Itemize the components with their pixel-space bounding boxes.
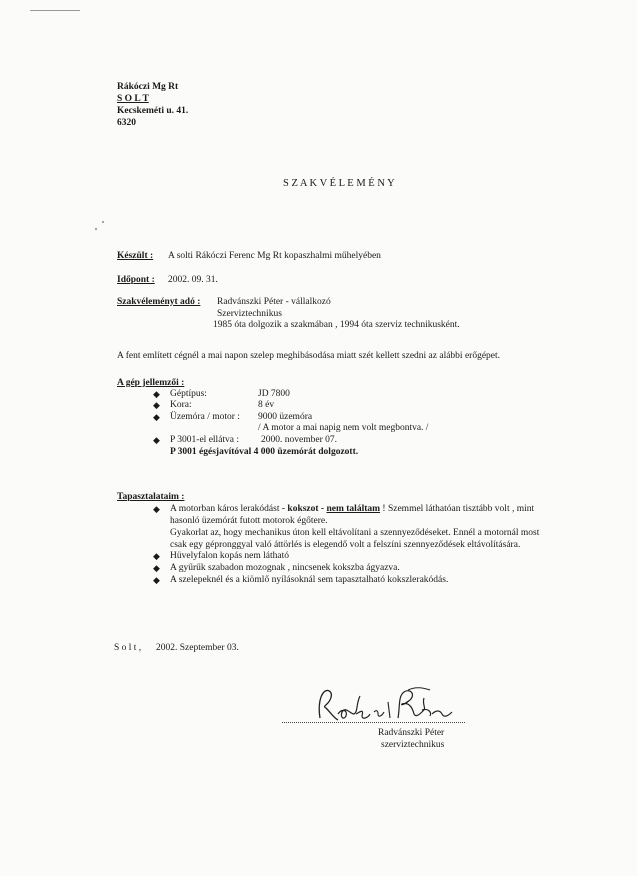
- bullet-icon: ◆: [153, 551, 160, 561]
- p3001-value: 2000. november 07.: [261, 435, 337, 445]
- keszult-value: A solti Rákóczi Ferenc Mg Rt kopaszhalmi műhelyében: [168, 251, 381, 261]
- uzemora-note: / A motor a mai napig nem volt megbontva. /: [258, 423, 429, 433]
- signature-role: szerviztechnikus: [381, 740, 445, 750]
- uzemora-value: 9000 üzemóra: [258, 412, 313, 422]
- kora-label: Kora:: [170, 400, 192, 410]
- sender-street: Kecskeméti u. 41.: [117, 106, 189, 116]
- finding-1-line-3: Gyakorlat az, hogy mechanikus úton kell eltávolítani a szennyeződéseket. Ennél a motornál most: [170, 528, 540, 538]
- finding-1-text: A motorban káros lerakódást: [170, 504, 282, 514]
- finding-1-line-4: csak egy gépronggyal való áttörlés is elegendő volt a felszíni szennyeződések eltávolítására.: [170, 540, 521, 550]
- bullet-icon: ◆: [153, 400, 160, 410]
- finding-1-emphasis-1: - kokszot -: [281, 504, 325, 514]
- kora-value: 8 év: [258, 400, 275, 410]
- signature-name: Radvánszki Péter: [378, 728, 445, 738]
- keszult-label: Készült :: [117, 251, 154, 261]
- findings-heading: Tapasztalataim :: [117, 492, 185, 502]
- bullet-icon: ◆: [153, 575, 160, 585]
- signature-line: [282, 722, 465, 723]
- date: 2002. Szeptember 03.: [156, 643, 239, 653]
- bullet-icon: ◆: [153, 389, 160, 399]
- uzemora-label: Üzemóra / motor :: [170, 412, 240, 422]
- document-title: S Z A K V É L E M É N Y: [283, 178, 395, 189]
- scan-speck: [95, 228, 97, 230]
- ado-line2: Szerviztechnikus: [217, 309, 282, 319]
- finding-1-text-end: ! Szemmel láthatóan tisztább volt , mint: [380, 504, 535, 514]
- ado-label: Szakvéleményt adó :: [117, 297, 201, 307]
- finding-3: A gyűrűk szabadon mozognak , nincsenek kokszba ágyazva.: [170, 563, 400, 573]
- machine-heading: A gép jellemzői :: [117, 378, 185, 388]
- idopont-label: Időpont :: [117, 275, 155, 285]
- p3001-summary: P 3001 égésjavítóval 4 000 üzemórát dolgozott.: [170, 447, 359, 457]
- finding-4: A szelepeknél és a kiömlő nyílásoknál sem tapasztalható kokszlerakódás.: [170, 575, 449, 585]
- scan-speck: [102, 221, 104, 223]
- ado-line3: 1985 óta dolgozik a szakmában , 1994 óta szerviz technikusként.: [213, 320, 460, 330]
- bullet-icon: ◆: [153, 412, 160, 422]
- ado-line1: Radvánszki Péter - vállalkozó: [217, 297, 331, 307]
- top-rule: [30, 10, 80, 11]
- sender-company: Rákóczi Mg Rt: [117, 82, 179, 92]
- bullet-icon: ◆: [153, 563, 160, 573]
- sender-city: S O L T: [117, 94, 149, 104]
- bullet-icon: ◆: [153, 504, 160, 514]
- geptipus-value: JD 7800: [258, 389, 290, 399]
- finding-1-emphasis-2: nem találtam: [326, 504, 381, 514]
- place: S o l t ,: [114, 643, 142, 653]
- idopont-value: 2002. 09. 31.: [168, 275, 218, 285]
- finding-1-line-1: [170, 503, 534, 515]
- sender-zip: 6320: [117, 118, 136, 128]
- intro-text: A fent említett cégnél a mai napon szelep meghibásodása miatt szét kellett szedni az alábbi erőgépet.: [117, 351, 501, 361]
- bullet-icon: ◆: [153, 435, 160, 445]
- geptipus-label: Géptípus:: [170, 389, 207, 399]
- p3001-label: P 3001-el ellátva :: [170, 435, 240, 445]
- finding-1-line-2: hasonló üzemórát futott motorok égőtere.: [170, 516, 328, 526]
- finding-2: Hüvelyfalon kopás nem látható: [170, 551, 289, 561]
